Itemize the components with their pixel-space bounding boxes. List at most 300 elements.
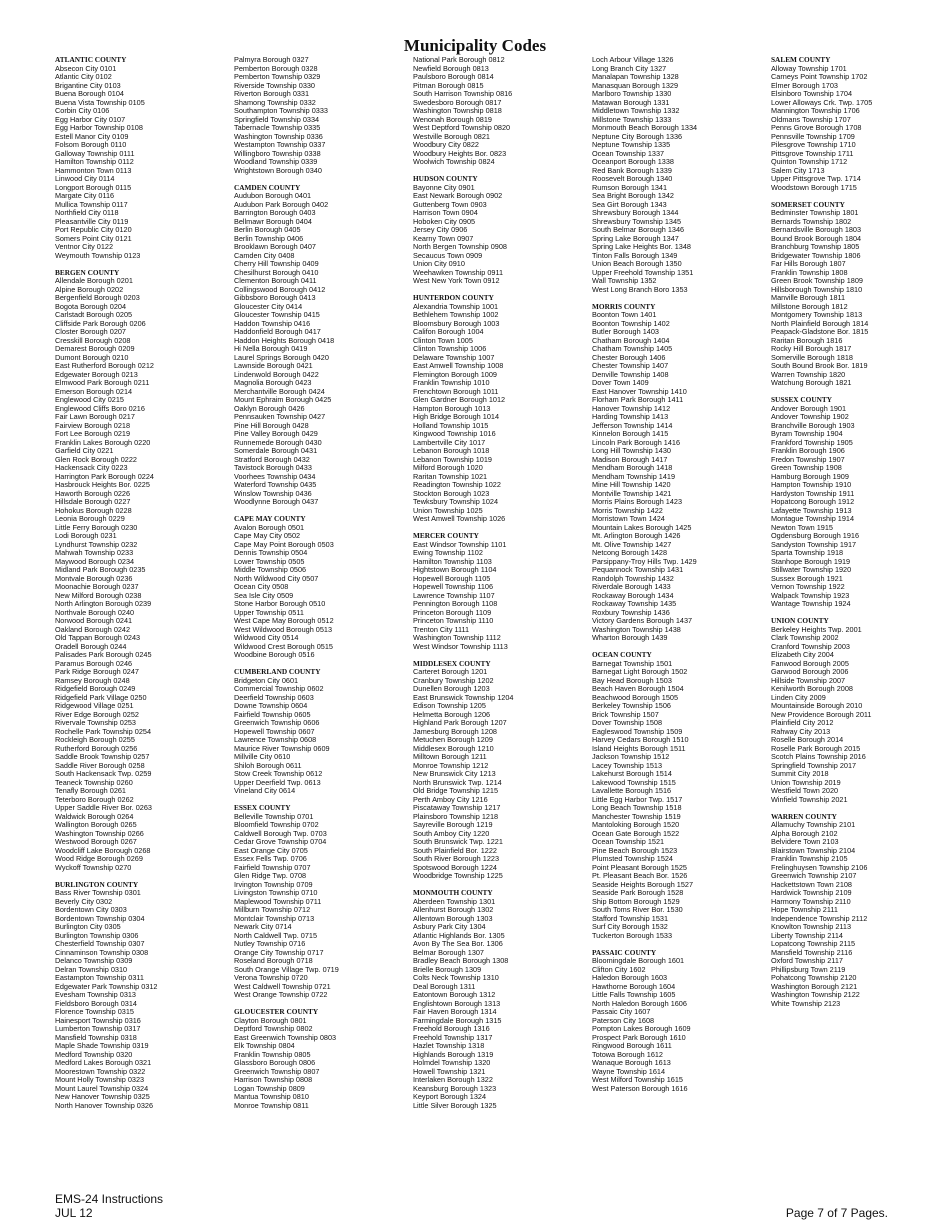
municipality-entry: Bradley Beach Borough 1308 — [413, 956, 509, 965]
municipality-entry: Harrison Township 0808 — [234, 1075, 313, 1084]
municipality-entry: Green Brook Township 1809 — [771, 276, 863, 285]
municipality-entry: Saddle River Borough 0258 — [55, 760, 145, 770]
municipality-entry: Bogota Borough 0204 — [55, 301, 127, 311]
municipality-entry: Greenwich Township 2107 — [771, 871, 857, 880]
municipality-entry: Andover Borough 1901 — [771, 403, 847, 413]
municipality-entry: Hoboken City 0905 — [413, 216, 476, 226]
municipality-entry: Lacey Township 1513 — [592, 760, 663, 770]
municipality-entry: Bernards Township 1802 — [771, 216, 852, 226]
municipality-entry: Upper Deerfield Twp. 0613 — [234, 777, 321, 787]
municipality-entry: Cinnaminson Township 0308 — [55, 947, 149, 957]
municipality-entry: Manasquan Borough 1329 — [592, 80, 679, 90]
municipality-entry: Andover Township 1902 — [771, 412, 849, 421]
municipality-entry: Hightstown Borough 1104 — [413, 565, 497, 574]
municipality-entry: Glassboro Borough 0806 — [234, 1058, 316, 1067]
municipality-entry: Mantua Township 0810 — [234, 1092, 309, 1101]
municipality-entry: Vernon Township 1922 — [771, 582, 845, 591]
municipality-entry: Surf City Borough 1532 — [592, 922, 668, 931]
municipality-entry: Pemberton Borough 0328 — [234, 63, 318, 73]
municipality-entry: Buena Vista Township 0105 — [55, 97, 145, 107]
municipality-entry: South Orange Village Twp. 0719 — [234, 964, 339, 974]
municipality-entry: Roselle Borough 2014 — [771, 735, 844, 744]
municipality-entry: Egg Harbor Township 0108 — [55, 123, 143, 132]
municipality-entry: Seaside Heights Borough 1527 — [592, 879, 694, 889]
municipality-entry: Delran Township 0310 — [55, 964, 128, 974]
municipality-entry: Gloucester Township 0415 — [234, 310, 320, 319]
municipality-entry: Lindenwold Borough 0422 — [234, 369, 319, 379]
municipality-entry: Raritan Township 1021 — [413, 471, 488, 481]
municipality-entry: Clifton City 1602 — [592, 964, 646, 974]
municipality-entry: Wildwood City 0514 — [234, 633, 299, 642]
county-section — [771, 813, 941, 1009]
municipality-entry: Livingston Township 0710 — [234, 888, 318, 897]
municipality-entry: Roseland Borough 0718 — [234, 956, 313, 965]
municipality-entry: Galloway Township 0111 — [55, 148, 135, 158]
municipality-entry: Elmwood Park Borough 0211 — [55, 378, 150, 387]
municipality-entry: North Hanover Township 0326 — [55, 1100, 154, 1110]
county-heading: CAPE MAY COUNTY — [234, 514, 306, 523]
county-section — [771, 396, 941, 609]
municipality-entry: Haworth Borough 0226 — [55, 488, 131, 498]
municipality-entry: Fairview Borough 0218 — [55, 420, 131, 430]
county-section — [413, 660, 583, 881]
county-heading: SUSSEX COUNTY — [771, 395, 833, 404]
municipality-entry: Westampton Township 0337 — [234, 140, 326, 149]
municipality-entry: Frelinghuysen Township 2106 — [771, 862, 868, 872]
municipality-entry: Tavistock Borough 0433 — [234, 463, 312, 472]
county-heading: SOMERSET COUNTY — [771, 199, 845, 209]
municipality-entry: Peapack-Gladstone Bor. 1815 — [771, 327, 869, 336]
municipality-entry: Monroe Township 1212 — [413, 760, 489, 770]
municipality-entry: Lakehurst Borough 1514 — [592, 769, 672, 778]
county-section — [55, 881, 225, 1111]
municipality-entry: Frenchtown Borough 1011 — [413, 386, 499, 396]
municipality-entry: Allentown Borough 1303 — [413, 913, 493, 923]
municipality-entry: Weehawken Township 0911 — [413, 267, 504, 277]
municipality-entry: Morris Township 1422 — [592, 505, 663, 515]
municipality-entry: Bass River Township 0301 — [55, 888, 141, 897]
municipality-entry: Stone Harbor Borough 0510 — [234, 599, 326, 608]
municipality-entry: Waterford Township 0435 — [234, 480, 317, 489]
municipality-entry: Wayne Township 1614 — [592, 1066, 666, 1076]
municipality-entry: Audubon Borough 0401 — [234, 191, 312, 200]
municipality-entry: Deal Borough 1311 — [413, 981, 476, 991]
footer-doc-name: EMS-24 Instructions — [55, 1192, 164, 1206]
municipality-entry: New Hanover Township 0325 — [55, 1092, 150, 1101]
municipality-entry: Harvey Cedars Borough 1510 — [592, 735, 689, 744]
municipality-entry: Harrison Town 0904 — [413, 208, 478, 217]
county-section — [592, 651, 762, 940]
municipality-entry: East Greenwich Township 0803 — [234, 1032, 337, 1042]
municipality-entry: Keansburg Borough 1323 — [413, 1083, 497, 1093]
municipality-entry: Oaklyn Borough 0426 — [234, 403, 305, 413]
municipality-entry: Westville Borough 0821 — [413, 131, 490, 141]
municipality-entry: Boonton Township 1402 — [592, 318, 670, 328]
municipality-entry: Washington Township 0818 — [413, 106, 502, 115]
municipality-entry: Little Ferry Borough 0230 — [55, 522, 138, 532]
municipality-entry: Boonton Town 1401 — [592, 310, 657, 319]
municipality-entry: South Plainfield Bor. 1222 — [413, 845, 497, 855]
municipality-entry: Millville City 0610 — [234, 752, 291, 761]
municipality-entry: Alpha Borough 2102 — [771, 828, 838, 838]
municipality-entry: Oceanport Borough 1338 — [592, 157, 674, 166]
municipality-entry: Cape May City 0502 — [234, 531, 301, 540]
municipality-entry: Oakland Borough 0242 — [55, 624, 131, 634]
municipality-entry: Bedminster Township 1801 — [771, 208, 859, 217]
municipality-entry: Roxbury Township 1436 — [592, 607, 670, 617]
municipality-entry: Jamesburg Borough 1208 — [413, 726, 497, 736]
municipality-entry: Bridgewater Township 1806 — [771, 250, 861, 260]
municipality-entry: Springfield Township 2017 — [771, 760, 857, 770]
municipality-entry: Tuckerton Borough 1533 — [592, 930, 673, 940]
municipality-entry: Upper Pittsgrove Twp. 1714 — [771, 174, 861, 183]
municipality-entry: Stafford Township 1531 — [592, 913, 668, 923]
municipality-entry: Stow Creek Township 0612 — [234, 769, 323, 778]
column-5 — [771, 56, 941, 1017]
municipality-entry: Washington Township 0336 — [234, 131, 323, 141]
municipality-entry: Riverton Borough 0331 — [234, 89, 310, 98]
municipality-entry: Middlesex Borough 1210 — [413, 743, 494, 753]
municipality-entry: Magnolia Borough 0423 — [234, 378, 312, 387]
municipality-entry: West Windsor Township 1113 — [413, 641, 508, 651]
municipality-entry: Wallington Borough 0265 — [55, 820, 137, 829]
municipality-entry: Mount Laurel Township 0324 — [55, 1083, 149, 1093]
municipality-entry: Hope Township 2111 — [771, 905, 838, 914]
municipality-entry: Winfield Township 2021 — [771, 794, 848, 804]
municipality-entry: Hillsdale Borough 0227 — [55, 497, 131, 506]
municipality-entry: Morris Plains Borough 1423 — [592, 497, 683, 506]
municipality-entry: Mantoloking Borough 1520 — [592, 820, 680, 829]
county-section — [771, 201, 941, 388]
county-section — [413, 294, 583, 524]
municipality-entry: Rocky Hill Borough 1817 — [771, 344, 852, 353]
municipality-entry: Camden City 0408 — [234, 250, 295, 260]
municipality-entry: Ewing Township 1102 — [413, 548, 483, 557]
municipality-entry: Monroe Township 0811 — [234, 1100, 309, 1110]
municipality-entry: Florham Park Borough 1411 — [592, 395, 684, 404]
county-section — [771, 56, 941, 192]
municipality-entry: Hillside Township 2007 — [771, 675, 846, 685]
municipality-entry: Ocean City 0508 — [234, 582, 289, 591]
municipality-entry: Lakewood Township 1515 — [592, 777, 676, 787]
municipality-entry: Palisades Park Borough 0245 — [55, 650, 152, 659]
municipality-entry: Wharton Borough 1439 — [592, 633, 668, 642]
municipality-entry: Hopatcong Borough 1912 — [771, 497, 855, 506]
municipality-entry: Mt. Olive Township 1427 — [592, 539, 672, 549]
municipality-entry: Woodbine Borough 0516 — [234, 650, 315, 659]
municipality-entry: Voorhees Township 0434 — [234, 471, 316, 481]
municipality-entry: West Paterson Borough 1616 — [592, 1083, 688, 1093]
municipality-entry: Gloucester City 0414 — [234, 301, 303, 311]
municipality-entry: Allamuchy Township 2101 — [771, 820, 856, 829]
municipality-entry: Edison Township 1205 — [413, 701, 486, 710]
municipality-entry: Eagleswood Township 1509 — [592, 726, 683, 736]
municipality-entry: Pitman Borough 0815 — [413, 80, 484, 90]
municipality-entry: Bloomsbury Borough 1003 — [413, 318, 500, 328]
municipality-entry: Manchester Township 1519 — [592, 811, 681, 821]
municipality-entry: North Plainfield Borough 1814 — [771, 318, 869, 328]
municipality-entry: Commercial Township 0602 — [234, 684, 324, 693]
municipality-entry: Florence Township 0315 — [55, 1007, 134, 1016]
municipality-entry: Englewood City 0215 — [55, 395, 124, 404]
municipality-entry: Kearny Town 0907 — [413, 233, 474, 243]
municipality-entry: Fort Lee Borough 0219 — [55, 429, 131, 438]
municipality-entry: Lebanon Township 1019 — [413, 454, 492, 464]
municipality-entry: West Long Branch Boro 1353 — [592, 284, 688, 294]
county-section — [234, 804, 404, 1000]
municipality-entry: Kinnelon Borough 1415 — [592, 429, 669, 438]
municipality-entry: West Amwell Township 1026 — [413, 514, 506, 523]
municipality-entry: Mansfield Township 2116 — [771, 947, 853, 957]
municipality-entry: Harmony Township 2110 — [771, 896, 851, 906]
municipality-entry: Rutherford Borough 0256 — [55, 743, 138, 753]
municipality-entry: Harding Township 1413 — [592, 412, 669, 421]
municipality-entry: Roosevelt Borough 1340 — [592, 174, 673, 183]
county-section — [592, 949, 762, 1094]
municipality-entry: Waldwick Borough 0264 — [55, 811, 134, 821]
municipality-entry: Demarest Borough 0209 — [55, 344, 135, 353]
municipality-entry: Maple Shade Township 0319 — [55, 1041, 149, 1050]
municipality-entry: Ramsey Borough 0248 — [55, 675, 130, 685]
municipality-entry: Bordentown City 0303 — [55, 905, 127, 914]
municipality-entry: North Arlington Borough 0239 — [55, 599, 152, 608]
municipality-entry: Collingswood Borough 0412 — [234, 284, 326, 294]
municipality-entry: Wyckoff Township 0270 — [55, 862, 132, 872]
municipality-entry: Newton Town 1915 — [771, 522, 833, 532]
municipality-entry: Far Hills Borough 1807 — [771, 259, 846, 268]
municipality-entry: Washington Township 1112 — [413, 633, 501, 642]
municipality-entry: Netcong Borough 1428 — [592, 548, 668, 557]
municipality-entry: Frankford Township 1905 — [771, 437, 853, 447]
municipality-entry: Bernardsville Borough 1803 — [771, 225, 862, 234]
municipality-entry: Montgomery Township 1813 — [771, 310, 863, 319]
municipality-entry: Upper Freehold Township 1351 — [592, 267, 694, 277]
county-heading: HUNTERDON COUNTY — [413, 293, 494, 302]
municipality-entry: Burlington City 0305 — [55, 922, 121, 931]
municipality-entry: Millstone Borough 1812 — [771, 301, 848, 311]
county-heading: BURLINGTON COUNTY — [55, 879, 139, 889]
municipality-entry: East Amwell Township 1008 — [413, 361, 504, 370]
municipality-entry: Clementon Borough 0411 — [234, 276, 317, 285]
municipality-entry: Midland Park Borough 0235 — [55, 565, 146, 574]
municipality-entry: Maplewood Township 0711 — [234, 896, 322, 906]
municipality-entry: Margate City 0116 — [55, 191, 115, 200]
municipality-entry: Princeton Township 1110 — [413, 616, 494, 625]
municipality-entry: Victory Gardens Borough 1437 — [592, 616, 693, 625]
municipality-entry: Brielle Borough 1309 — [413, 964, 482, 974]
municipality-entry: Metuchen Borough 1209 — [413, 735, 493, 744]
municipality-entry: Franklin Lakes Borough 0220 — [55, 437, 151, 447]
municipality-entry: Seaside Park Borough 1528 — [592, 888, 684, 897]
municipality-entry: Pine Valley Borough 0429 — [234, 429, 318, 438]
county-heading: MIDDLESEX COUNTY — [413, 658, 491, 668]
municipality-entry: Monmouth Beach Borough 1334 — [592, 123, 698, 132]
municipality-entry: Hohokus Borough 0228 — [55, 505, 132, 515]
column-2 — [234, 56, 404, 1119]
municipality-entry: Green Township 1908 — [771, 463, 842, 472]
municipality-entry: Cherry Hill Township 0409 — [234, 259, 319, 268]
municipality-entry: Hillsborough Township 1810 — [771, 284, 863, 294]
municipality-entry: Cranford Township 2003 — [771, 641, 850, 651]
municipality-entry: Ridgewood Village 0251 — [55, 701, 134, 710]
municipality-entry: Bayonne City 0901 — [413, 182, 475, 192]
municipality-entry: Hopewell Township 1106 — [413, 582, 494, 591]
municipality-entry: Glen Ridge Twp. 0708 — [234, 871, 307, 880]
municipality-entry: Hardyston Township 1911 — [771, 488, 855, 498]
municipality-entry: Fair Lawn Borough 0217 — [55, 412, 135, 421]
municipality-entry: Sea Bright Borough 1342 — [592, 191, 674, 200]
municipality-entry: Quinton Township 1712 — [771, 157, 848, 166]
municipality-entry: Alexandria Township 1001 — [413, 301, 499, 311]
municipality-entry: Dover Town 1409 — [592, 378, 649, 387]
municipality-entry: Lower Township 0505 — [234, 556, 305, 566]
municipality-entry: Ship Bottom Borough 1529 — [592, 896, 680, 906]
municipality-entry: Old Tappan Borough 0243 — [55, 633, 141, 642]
municipality-entry: Ocean Township 1337 — [592, 148, 665, 158]
municipality-entry: Hampton Township 1910 — [771, 480, 852, 489]
municipality-entry: West Cape May Borough 0512 — [234, 616, 334, 625]
municipality-entry: Union City 0910 — [413, 259, 465, 268]
municipality-entry: Branchville Borough 1903 — [771, 420, 855, 430]
county-heading: MERCER COUNTY — [413, 531, 479, 540]
municipality-entry: Elsinboro Township 1704 — [771, 89, 852, 98]
municipality-entry: Little Silver Borough 1325 — [413, 1100, 497, 1110]
municipality-entry: Teterboro Borough 0262 — [55, 794, 134, 804]
municipality-entry: Chatham Township 1405 — [592, 344, 673, 353]
municipality-entry: Haledon Borough 1603 — [592, 973, 668, 982]
municipality-entry: Mine Hill Township 1420 — [592, 480, 671, 489]
municipality-entry: Elmer Borough 1703 — [771, 80, 838, 90]
municipality-entry: Rockleigh Borough 0255 — [55, 735, 135, 744]
municipality-entry: Beachwood Borough 1505 — [592, 692, 679, 702]
municipality-entry: West Milford Township 1615 — [592, 1075, 683, 1084]
municipality-entry: West Caldwell Township 0721 — [234, 981, 331, 991]
municipality-entry: South Belmar Borough 1346 — [592, 225, 685, 234]
municipality-entry: Guttenberg Town 0903 — [413, 199, 487, 209]
municipality-entry: East Newark Borough 0902 — [413, 191, 503, 200]
municipality-entry: Alpine Borough 0202 — [55, 284, 124, 294]
municipality-entry: Corbin City 0106 — [55, 106, 110, 115]
municipality-entry: Essex Fells Twp. 0706 — [234, 854, 307, 863]
municipality-entry: Hammonton Town 0113 — [55, 165, 132, 175]
municipality-entry: Millstone Township 1333 — [592, 114, 672, 124]
municipality-entry: Woodbury City 0822 — [413, 140, 479, 149]
municipality-entry: Nutley Township 0716 — [234, 939, 306, 948]
municipality-entry: Clark Township 2002 — [771, 633, 839, 642]
municipality-entry: Dumont Borough 0210 — [55, 352, 129, 362]
municipality-entry: Highland Park Borough 1207 — [413, 718, 507, 727]
municipality-entry: Old Bridge Township 1215 — [413, 786, 499, 795]
municipality-entry: Lodi Borough 0231 — [55, 531, 117, 540]
municipality-entry: Denville Township 1408 — [592, 369, 669, 379]
municipality-entry: Long Branch City 1327 — [592, 63, 667, 73]
municipality-entry: Wenonah Borough 0819 — [413, 114, 492, 124]
municipality-entry: Orange City Township 0717 — [234, 947, 324, 957]
municipality-entry: Passaic City 1607 — [592, 1007, 651, 1016]
municipality-entry: Pine Beach Borough 1523 — [592, 845, 678, 855]
municipality-entry: Pittsgrove Township 1711 — [771, 148, 854, 158]
county-heading: BERGEN COUNTY — [55, 267, 120, 277]
county-heading: HUDSON COUNTY — [413, 174, 478, 183]
municipality-entry: Allenhurst Borough 1302 — [413, 905, 494, 914]
county-section — [592, 56, 762, 294]
municipality-entry: Hardwick Township 2109 — [771, 888, 852, 897]
municipality-entry: Maurice River Township 0609 — [234, 743, 330, 753]
municipality-entry: North Bergen Township 0908 — [413, 242, 507, 251]
municipality-entry: Byram Township 1904 — [771, 429, 843, 438]
municipality-entry: Somers Point City 0121 — [55, 233, 132, 243]
county-heading: ATLANTIC COUNTY — [55, 55, 127, 64]
column-3 — [413, 56, 583, 1119]
municipality-entry: Bloomfield Township 0702 — [234, 820, 319, 829]
county-section — [234, 1008, 404, 1110]
municipality-entry: Ringwood Borough 1611 — [592, 1041, 672, 1050]
county-section — [234, 515, 404, 660]
municipality-entry: West New York Town 0912 — [413, 276, 500, 285]
municipality-entry: South Bound Brook Bor. 1819 — [771, 361, 868, 370]
municipality-entry: Emerson Borough 0214 — [55, 386, 133, 396]
municipality-entry: Buena Borough 0104 — [55, 89, 124, 98]
municipality-entry: Harrington Park Borough 0224 — [55, 471, 154, 481]
municipality-entry: Alloway Township 1701 — [771, 63, 847, 73]
municipality-entry: Butler Borough 1403 — [592, 327, 659, 336]
county-heading: CUMBERLAND COUNTY — [234, 667, 321, 676]
municipality-entry: Mount Holly Township 0323 — [55, 1075, 145, 1084]
municipality-entry: Folsom Borough 0110 — [55, 140, 127, 149]
municipality-entry: Paramus Borough 0246 — [55, 658, 133, 668]
municipality-entry: Absecon City 0101 — [55, 63, 117, 73]
municipality-entry: Shrewsbury Township 1345 — [592, 216, 682, 226]
municipality-entry: Mendham Borough 1418 — [592, 463, 673, 472]
municipality-entry: Mahwah Township 0233 — [55, 548, 134, 557]
municipality-entry: Little Egg Harbor Twp. 1517 — [592, 794, 683, 804]
municipality-entry: Irvington Township 0709 — [234, 879, 313, 889]
municipality-entry: Rumson Borough 1341 — [592, 182, 668, 192]
municipality-entry: Berkeley Township 1506 — [592, 701, 671, 710]
municipality-entry: Belmar Borough 1307 — [413, 947, 484, 957]
municipality-entry: Trenton City 1111 — [413, 624, 470, 634]
municipality-entry: Stillwater Township 1920 — [771, 565, 852, 574]
municipality-entry: Laurel Springs Borough 0420 — [234, 352, 329, 362]
municipality-entry: Hawthorne Borough 1604 — [592, 981, 676, 991]
municipality-entry: Wanaque Borough 1613 — [592, 1058, 671, 1067]
municipality-entry: Fredon Township 1907 — [771, 454, 845, 464]
municipality-entry: Southampton Township 0333 — [234, 106, 328, 115]
municipality-entry: Wall Township 1352 — [592, 276, 657, 285]
municipality-entry: Middletown Township 1332 — [592, 106, 680, 115]
municipality-entry: Montvale Borough 0236 — [55, 573, 133, 583]
municipality-entry: Cliffside Park Borough 0206 — [55, 318, 146, 328]
county-section — [234, 184, 404, 507]
municipality-entry: Cape May Point Borough 0503 — [234, 539, 334, 549]
municipality-entry: North Brunswick Twp. 1214 — [413, 777, 502, 787]
municipality-entry: Leonia Borough 0229 — [55, 514, 125, 523]
municipality-entry: Parsippany-Troy Hills Twp. 1429 — [592, 556, 697, 566]
municipality-entry: Union Township 2019 — [771, 777, 841, 787]
municipality-entry: Mountain Lakes Borough 1425 — [592, 522, 692, 532]
page-title: Municipality Codes — [403, 36, 547, 55]
municipality-entry: Clinton Township 1006 — [413, 344, 487, 353]
municipality-entry: Tinton Falls Borough 1349 — [592, 250, 678, 260]
municipality-entry: Point Pleasant Borough 1525 — [592, 862, 687, 872]
municipality-entry: Milltown Borough 1211 — [413, 752, 487, 761]
municipality-entry: Holmdel Township 1320 — [413, 1058, 491, 1067]
municipality-entry: Deptford Township 0802 — [234, 1024, 313, 1033]
municipality-entry: Hasbrouck Heights Bor. 0225 — [55, 480, 150, 489]
municipality-entry: Northvale Borough 0240 — [55, 607, 135, 617]
municipality-entry: Mullica Township 0117 — [55, 199, 128, 209]
municipality-entry: Barnegat Light Borough 1502 — [592, 667, 688, 676]
